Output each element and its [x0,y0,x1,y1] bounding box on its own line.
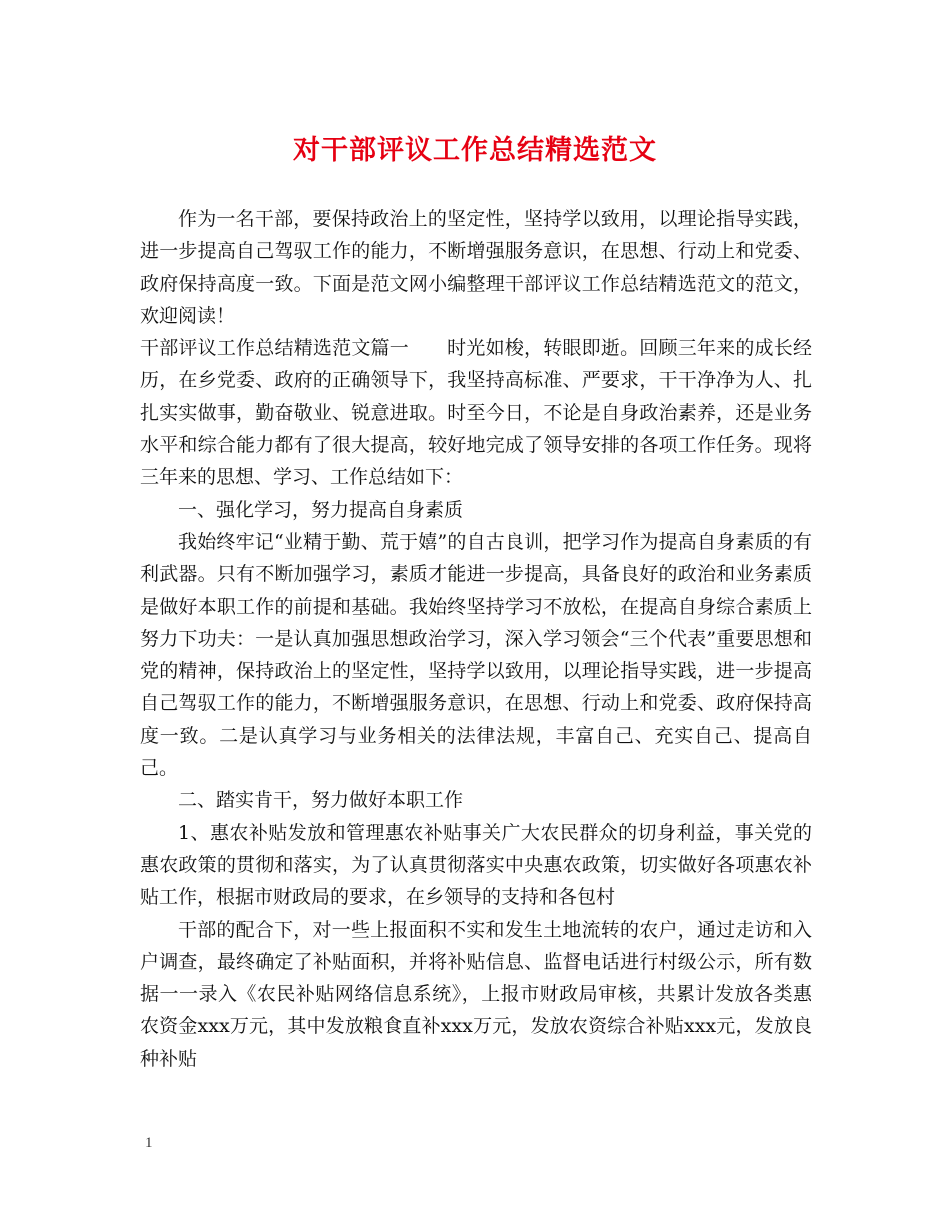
section-label: 干部评议工作总结精选范文篇一 [140,337,409,360]
subsidy-paragraph: 1、惠农补贴发放和管理惠农补贴事关广大农民群众的切身利益，事关党的惠农政策的贯彻和落实，为了认真贯彻落实中央惠农政策，切实做好各项惠农补贴工作，根据市财政局的要求，在乡领导的支持和各包村 [140,821,812,909]
document-title: 对干部评议工作总结精选范文 [293,135,657,166]
page-number: 1 [145,1135,153,1151]
section-one-paragraph [140,332,812,493]
study-paragraph: 我始终牢记“业精于勤、荒于嬉”的自古良训，把学习作为提高自身素质的有利武器。只有不断加强学习，素质才能进一步提高，具备良好的政治和业务素质是做好本职工作的前提和基础。我始终坚持学习不放松，在提高自身综合素质上努力下功夫：一是认真加强思想政治学习，深入学习领会“三个代表”重要思想和党的精神，保持政治上的坚定性，坚持学以致用，以理论指导实践，进一步提高自己驾驭工作的能力，不断增强服务意识，在思想、行动上和党委、政府保持高度一致。二是认真学习与业务相关的法律法规，丰富自己、充实自己、提高自己。 [140,530,812,780]
document-body [140,203,812,1075]
section-one-text: 时光如梭，转眼即逝。回顾三年来的成长经历，在乡党委、政府的正确领导下，我坚持高标准、严要求，干干净净为人、扎扎实实做事，勤奋敬业、锐意进取。时至今日，不论是自身政治素养，还是业务水平和综合能力都有了很大提高，较好地完成了领导安排的各项工作任务。现将三年来的思想、学习、工作总结如下： [140,337,812,489]
subsidy-continued-paragraph: 干部的配合下，对一些上报面积不实和发生土地流转的农户，通过走访和入户调查，最终确定了补贴面积，并将补贴信息、监督电话进行村级公示，所有数据一一录入《农民补贴网络信息系统》，上报市财政局审核，共累计发放各类惠农资金xxx万元，其中发放粮食直补xxx万元，发放农资综合补贴xxx元，发放良种补贴 [140,918,812,1070]
heading-two: 二、踏实肯干，努力做好本职工作 [178,789,464,812]
intro-paragraph: 作为一名干部，要保持政治上的坚定性，坚持学以致用，以理论指导实践，进一步提高自己驾驭工作的能力，不断增强服务意识，在思想、行动上和党委、政府保持高度一致。下面是范文网小编整理干部评议工作总结精选范文的范文，欢迎阅读！ [140,208,812,327]
heading-one: 一、强化学习，努力提高自身素质 [178,498,464,521]
